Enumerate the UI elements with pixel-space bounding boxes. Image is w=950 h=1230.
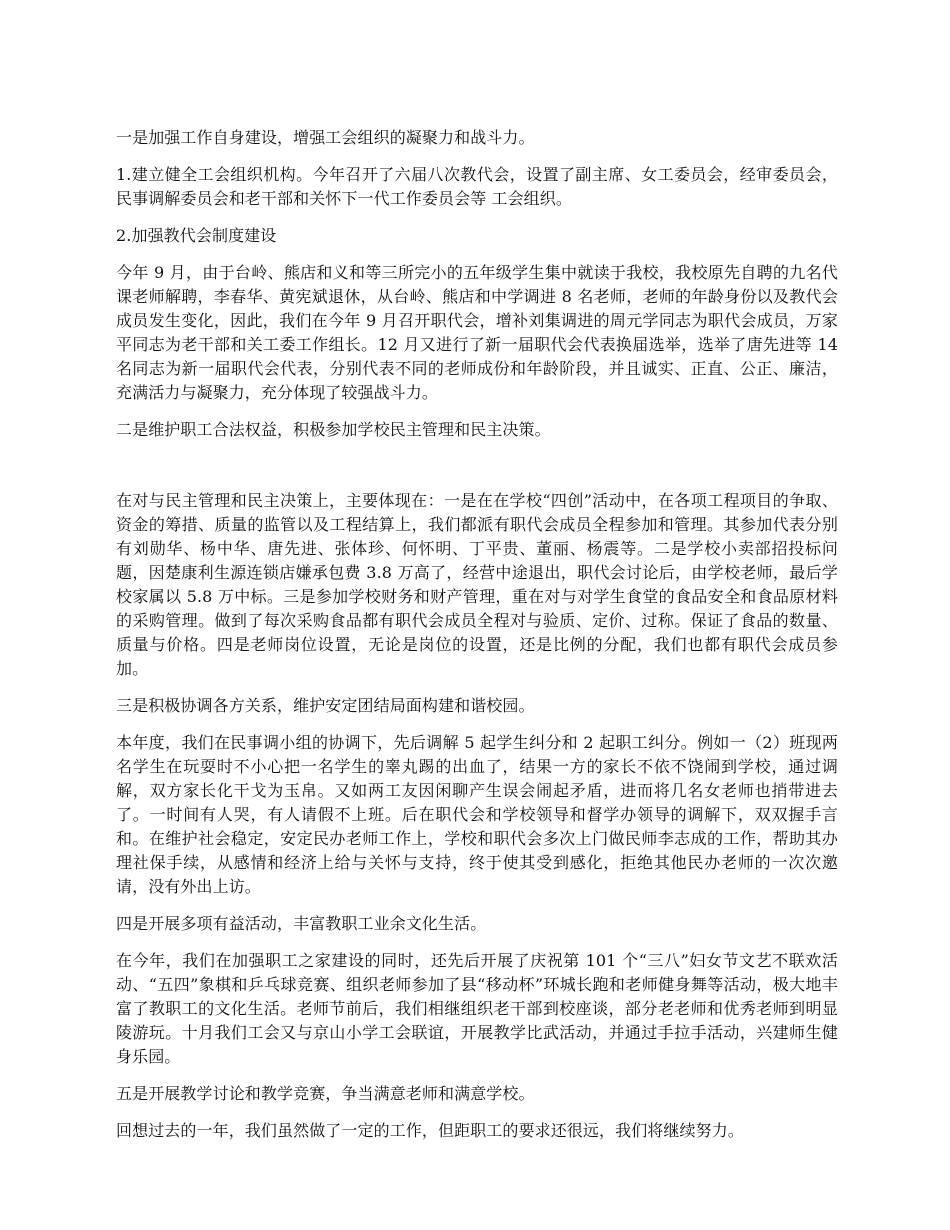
heading-1: 一是加强工作自身建设，增强工会组织的凝聚力和战斗力。 [116,128,535,147]
heading-2: 二是维护职工合法权益，积极参加学校民主管理和民主决策。 [116,420,551,439]
paragraph-congress-changes: 今年 9 月，由于台岭、熊店和义和等三所完小的五年级学生集中就读于我校，我校原先自聘的九名代课老师解聘，李春华、黄宪斌退休，从台岭、熊店和中学调进 8 名老师，老师的年龄身份以及教代会成员发生变化，因此，我们在今年 9 月召开职代会，增补刘集调进的周元学同志为职代会成员，万家平同志为老干部和关工委工作组长。12 月又进行了新一届职代会代表换届选举，选举了唐先进等 14 名同志为新一届职代会代表，分别代表不同的老师成份和年龄阶段，并且诚实、正直、公正、廉洁，充满活力与凝聚力，充分体现了较强战斗力。 [116,263,838,402]
paragraph-mediation: 本年度，我们在民事调小组的协调下，先后调解 5 起学生纠分和 2 起职工纠分。例如一（2）班现两名学生在玩耍时不小心把一名学生的睾丸踢的出血了，结果一方的家长不依不饶闹到学校，通过调解，双方家长化干戈为玉帛。又如两工友因闲聊产生误会闹起矛盾，进而将几名女老师也捎带进去了。一时间有人哭，有人请假不上班。后在职代会和学校领导和督学办领导的调解下，双双握手言和。在维护社会稳定，安定民办老师工作上，学校和职代会多次上门做民师李志成的工作，帮助其办理社保手续，从感情和经济上给与关怀与支持，终于使其受到感化，拒绝其他民办老师的一次次邀请，没有外出上访。 [116,733,838,896]
document-body [116,126,838,1156]
item-2-heading: 2.加强教代会制度建设 [116,226,277,245]
item-1-organization: 1.建立健全工会组织机构。今年召开了六届八次教代会，设置了副主席、女工委员会，经审委员会，民事调解委员会和老干部和关怀下一代工作委员会等 工会组织。 [116,165,838,208]
paragraph-democratic-management: 在对与民主管理和民主决策上，主要体现在：一是在在学校“四创”活动中，在各项工程项目的争取、资金的筹措、质量的监管以及工程结算上，我们都派有职代会成员全程参加和管理。其参加代表分别有刘勋华、杨中华、唐先进、张体珍、何怀明、丁平贵、董丽、杨震等。二是学校小卖部招投标问题，因楚康利生源连锁店嫌承包费 3.8 万高了，经营中途退出，职代会讨论后，由学校老师，最后学校家属以 5.8 万中标。三是参加学校财务和财产管理，重在对与对学生食堂的食品安全和食品原材料的采购管理。做到了每次采购食品都有职代会成员全程对与验质、定价、过称。保证了食品的数量、质量与价格。四是老师岗位设置，无论是岗位的设置，还是比例的分配，我们也都有职代会成员参加。 [116,491,838,678]
paragraph-activities: 在今年，我们在加强职工之家建设的同时，还先后开展了庆祝第 101 个“三八”妇女节文艺不联欢活动、“五四”象棋和乒乓球竞赛、组织老师参加了县“移动杯”环城长跑和老师健身舞等活动，极大地丰富了教职工的文化生活。老师节前后，我们相继组织老干部到校座谈，部分老老师和优秀老师到明显陵游玩。十月我们工会又与京山小学工会联谊，开展教学比武活动，并通过手拉手活动，兴建师生健身乐园。 [116,951,838,1066]
heading-4: 四是开展多项有益活动，丰富教职工业余文化生活。 [116,914,487,933]
blank-gap [116,455,838,489]
heading-5: 五是开展教学讨论和教学竞赛，争当满意老师和满意学校。 [116,1084,535,1103]
heading-3: 三是积极协调各方关系，维护安定团结局面构建和谐校园。 [116,696,535,715]
paragraph-conclusion: 回想过去的一年，我们虽然做了一定的工作，但距职工的要求还很远，我们将继续努力。 [116,1121,744,1140]
